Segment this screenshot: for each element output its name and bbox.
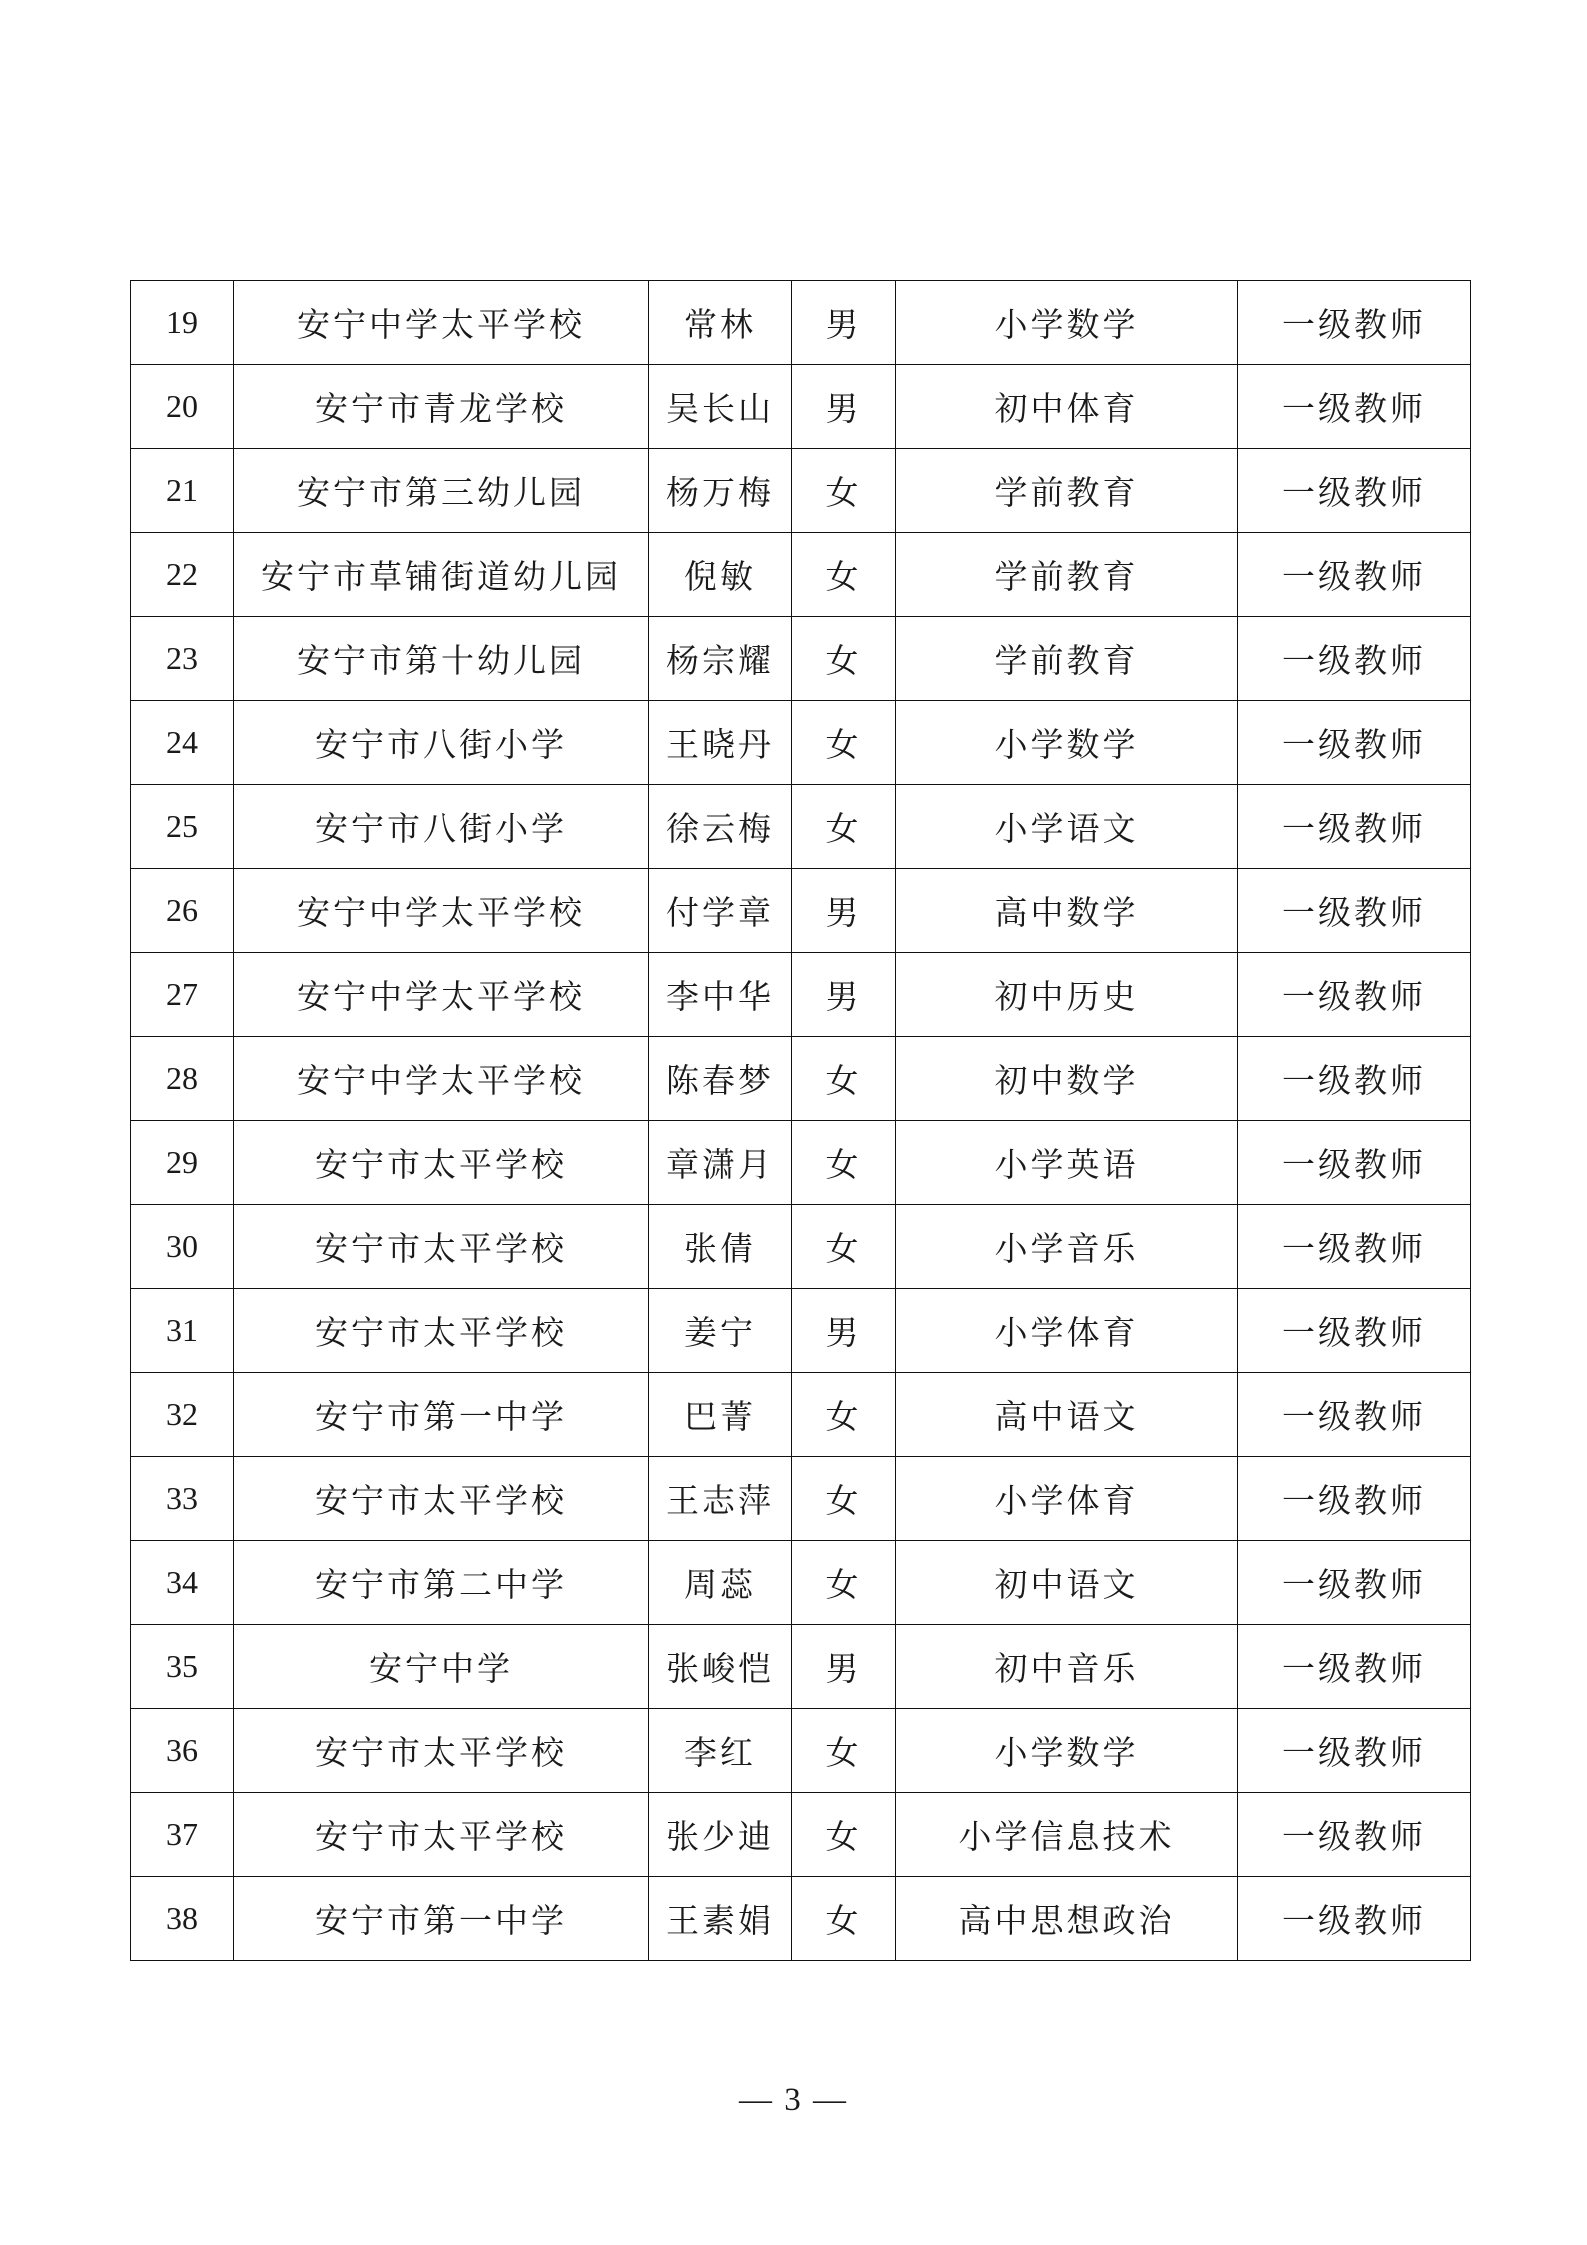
name-cell: 张峻恺 [649, 1625, 792, 1709]
title-cell: 一级教师 [1238, 1793, 1471, 1877]
name-cell: 陈春梦 [649, 1037, 792, 1121]
row-number-cell: 29 [131, 1121, 234, 1205]
row-number-cell: 20 [131, 365, 234, 449]
gender-cell: 男 [792, 281, 896, 365]
row-number-cell: 19 [131, 281, 234, 365]
name-cell: 王晓丹 [649, 701, 792, 785]
title-cell: 一级教师 [1238, 1373, 1471, 1457]
title-cell: 一级教师 [1238, 1541, 1471, 1625]
title-cell: 一级教师 [1238, 617, 1471, 701]
gender-cell: 女 [792, 1457, 896, 1541]
gender-cell: 女 [792, 1793, 896, 1877]
school-cell: 安宁中学太平学校 [234, 281, 649, 365]
row-number-cell: 32 [131, 1373, 234, 1457]
gender-cell: 女 [792, 617, 896, 701]
title-cell: 一级教师 [1238, 785, 1471, 869]
school-cell: 安宁市青龙学校 [234, 365, 649, 449]
title-cell: 一级教师 [1238, 1457, 1471, 1541]
title-cell: 一级教师 [1238, 365, 1471, 449]
subject-cell: 初中语文 [896, 1541, 1238, 1625]
name-cell: 王志萍 [649, 1457, 792, 1541]
name-cell: 巴菁 [649, 1373, 792, 1457]
row-number-cell: 36 [131, 1709, 234, 1793]
school-cell: 安宁中学 [234, 1625, 649, 1709]
row-number-cell: 35 [131, 1625, 234, 1709]
school-cell: 安宁市八街小学 [234, 785, 649, 869]
gender-cell: 女 [792, 1877, 896, 1961]
table-row [131, 449, 1471, 533]
title-cell: 一级教师 [1238, 1289, 1471, 1373]
table-row [131, 533, 1471, 617]
table-row [131, 281, 1471, 365]
school-cell: 安宁市第一中学 [234, 1373, 649, 1457]
table-row [131, 953, 1471, 1037]
title-cell: 一级教师 [1238, 1037, 1471, 1121]
school-cell: 安宁市草铺街道幼儿园 [234, 533, 649, 617]
subject-cell: 小学数学 [896, 701, 1238, 785]
name-cell: 倪敏 [649, 533, 792, 617]
gender-cell: 女 [792, 1121, 896, 1205]
row-number-cell: 23 [131, 617, 234, 701]
name-cell: 周蕊 [649, 1541, 792, 1625]
subject-cell: 高中思想政治 [896, 1877, 1238, 1961]
school-cell: 安宁市第十幼儿园 [234, 617, 649, 701]
gender-cell: 男 [792, 1625, 896, 1709]
table-row [131, 1541, 1471, 1625]
subject-cell: 小学数学 [896, 281, 1238, 365]
subject-cell: 小学音乐 [896, 1205, 1238, 1289]
subject-cell: 学前教育 [896, 617, 1238, 701]
row-number-cell: 38 [131, 1877, 234, 1961]
subject-cell: 小学数学 [896, 1709, 1238, 1793]
gender-cell: 男 [792, 953, 896, 1037]
school-cell: 安宁中学太平学校 [234, 1037, 649, 1121]
gender-cell: 女 [792, 449, 896, 533]
row-number-cell: 27 [131, 953, 234, 1037]
title-cell: 一级教师 [1238, 1625, 1471, 1709]
gender-cell: 男 [792, 365, 896, 449]
table-row [131, 1037, 1471, 1121]
row-number-cell: 31 [131, 1289, 234, 1373]
table-row [131, 1121, 1471, 1205]
name-cell: 王素娟 [649, 1877, 792, 1961]
name-cell: 杨宗耀 [649, 617, 792, 701]
title-cell: 一级教师 [1238, 449, 1471, 533]
row-number-cell: 24 [131, 701, 234, 785]
row-number-cell: 34 [131, 1541, 234, 1625]
school-cell: 安宁市太平学校 [234, 1709, 649, 1793]
gender-cell: 女 [792, 1541, 896, 1625]
row-number-cell: 26 [131, 869, 234, 953]
title-cell: 一级教师 [1238, 1877, 1471, 1961]
table-row [131, 1793, 1471, 1877]
subject-cell: 高中数学 [896, 869, 1238, 953]
school-cell: 安宁市第一中学 [234, 1877, 649, 1961]
gender-cell: 女 [792, 785, 896, 869]
subject-cell: 小学英语 [896, 1121, 1238, 1205]
title-cell: 一级教师 [1238, 953, 1471, 1037]
subject-cell: 初中音乐 [896, 1625, 1238, 1709]
subject-cell: 初中数学 [896, 1037, 1238, 1121]
school-cell: 安宁市八街小学 [234, 701, 649, 785]
gender-cell: 女 [792, 533, 896, 617]
table-row [131, 869, 1471, 953]
gender-cell: 女 [792, 1709, 896, 1793]
school-cell: 安宁市太平学校 [234, 1289, 649, 1373]
row-number-cell: 28 [131, 1037, 234, 1121]
row-number-cell: 30 [131, 1205, 234, 1289]
school-cell: 安宁市太平学校 [234, 1121, 649, 1205]
school-cell: 安宁市太平学校 [234, 1457, 649, 1541]
table-row [131, 1625, 1471, 1709]
table-row [131, 1709, 1471, 1793]
name-cell: 杨万梅 [649, 449, 792, 533]
name-cell: 常林 [649, 281, 792, 365]
name-cell: 章潇月 [649, 1121, 792, 1205]
row-number-cell: 33 [131, 1457, 234, 1541]
table-row [131, 1457, 1471, 1541]
subject-cell: 初中历史 [896, 953, 1238, 1037]
school-cell: 安宁中学太平学校 [234, 953, 649, 1037]
gender-cell: 男 [792, 869, 896, 953]
subject-cell: 小学语文 [896, 785, 1238, 869]
row-number-cell: 25 [131, 785, 234, 869]
name-cell: 吴长山 [649, 365, 792, 449]
school-cell: 安宁市太平学校 [234, 1793, 649, 1877]
name-cell: 付学章 [649, 869, 792, 953]
table-row [131, 1289, 1471, 1373]
subject-cell: 高中语文 [896, 1373, 1238, 1457]
gender-cell: 女 [792, 701, 896, 785]
gender-cell: 男 [792, 1289, 896, 1373]
school-cell: 安宁中学太平学校 [234, 869, 649, 953]
table-row [131, 1373, 1471, 1457]
table-row [131, 617, 1471, 701]
row-number-cell: 21 [131, 449, 234, 533]
subject-cell: 小学体育 [896, 1289, 1238, 1373]
name-cell: 李红 [649, 1709, 792, 1793]
subject-cell: 小学信息技术 [896, 1793, 1238, 1877]
name-cell: 张倩 [649, 1205, 792, 1289]
gender-cell: 女 [792, 1205, 896, 1289]
table-row [131, 701, 1471, 785]
title-cell: 一级教师 [1238, 281, 1471, 365]
gender-cell: 女 [792, 1037, 896, 1121]
name-cell: 徐云梅 [649, 785, 792, 869]
table-row [131, 365, 1471, 449]
school-cell: 安宁市太平学校 [234, 1205, 649, 1289]
title-cell: 一级教师 [1238, 1709, 1471, 1793]
page-number: — 3 — [739, 2082, 848, 2118]
row-number-cell: 22 [131, 533, 234, 617]
subject-cell: 小学体育 [896, 1457, 1238, 1541]
title-cell: 一级教师 [1238, 533, 1471, 617]
title-cell: 一级教师 [1238, 1121, 1471, 1205]
gender-cell: 女 [792, 1373, 896, 1457]
subject-cell: 初中体育 [896, 365, 1238, 449]
school-cell: 安宁市第三幼儿园 [234, 449, 649, 533]
table-row [131, 785, 1471, 869]
title-cell: 一级教师 [1238, 1205, 1471, 1289]
name-cell: 姜宁 [649, 1289, 792, 1373]
row-number-cell: 37 [131, 1793, 234, 1877]
subject-cell: 学前教育 [896, 533, 1238, 617]
teacher-roster-table [130, 280, 1471, 1961]
school-cell: 安宁市第二中学 [234, 1541, 649, 1625]
title-cell: 一级教师 [1238, 701, 1471, 785]
name-cell: 张少迪 [649, 1793, 792, 1877]
table-row [131, 1205, 1471, 1289]
title-cell: 一级教师 [1238, 869, 1471, 953]
table-row [131, 1877, 1471, 1961]
subject-cell: 学前教育 [896, 449, 1238, 533]
name-cell: 李中华 [649, 953, 792, 1037]
